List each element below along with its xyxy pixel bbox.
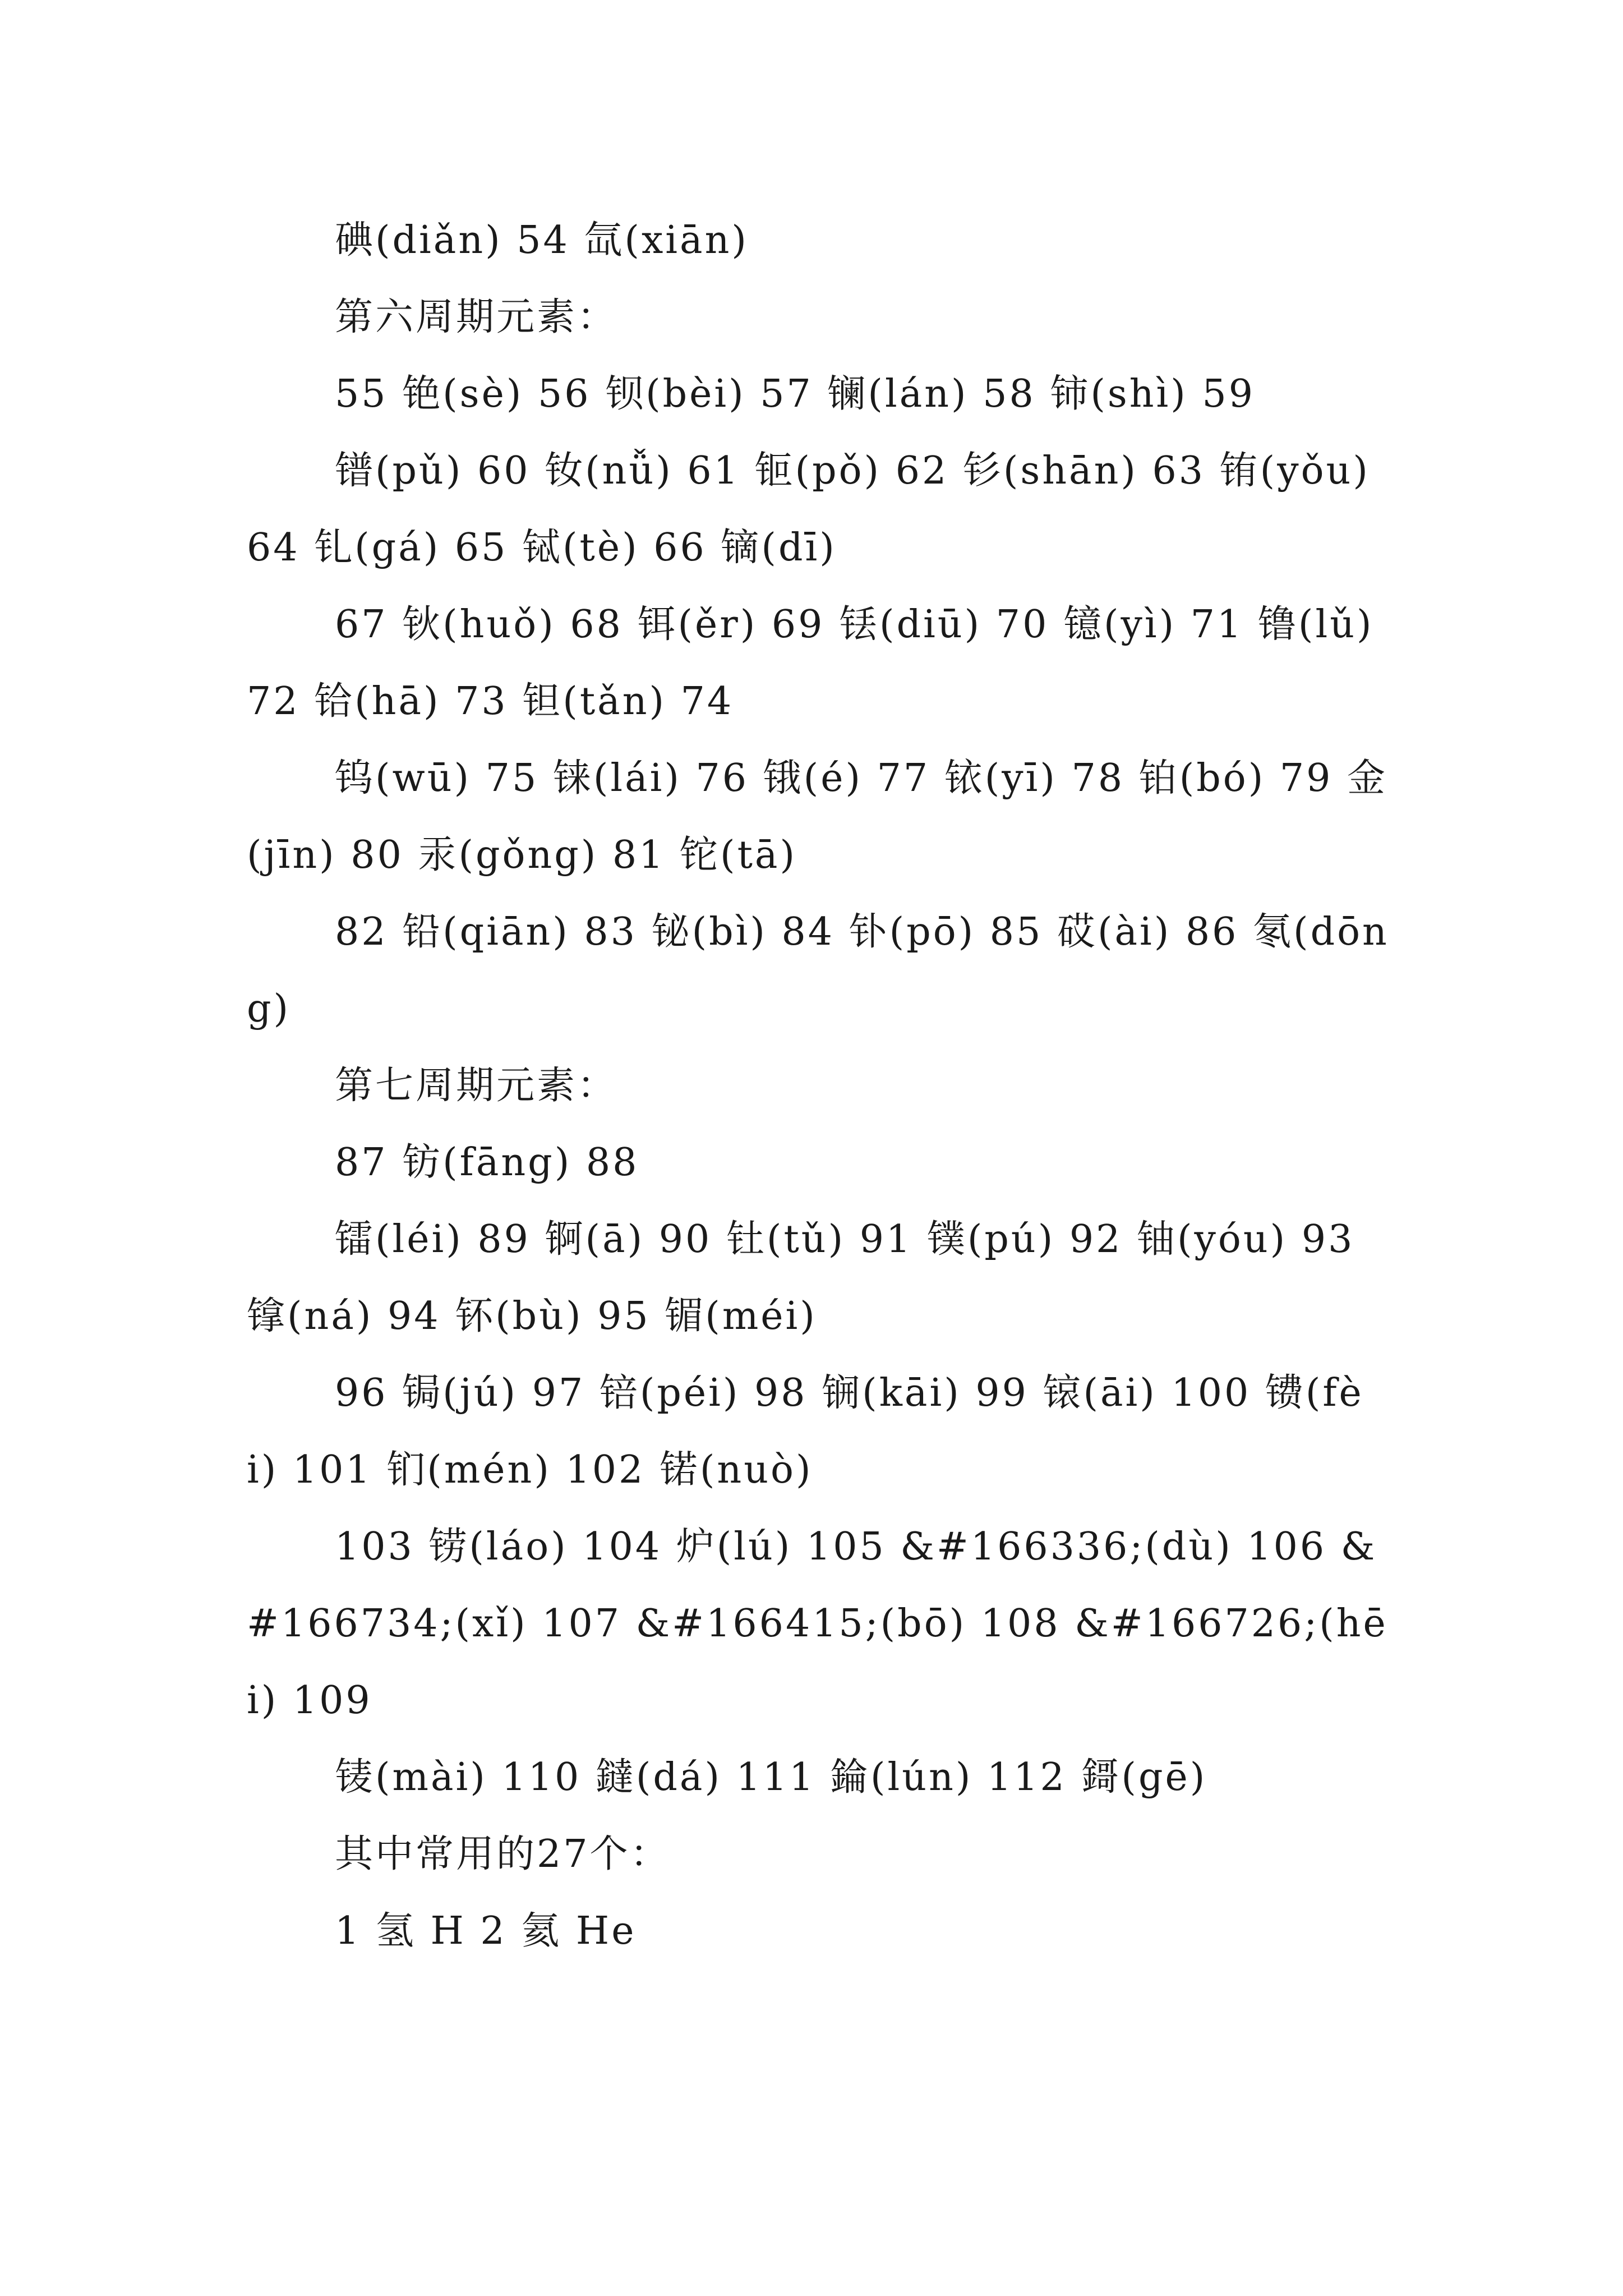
paragraph-elements-103-109: 103 铹(láo) 104 炉(lú) 105 &#166336;(dù) 106 &#166734;(xǐ) 107 &#166415;(bō) 108 &#166726;(hēi) 109 [247,1525,1388,1723]
paragraph-elements-82-86: 82 铅(qiān) 83 铋(bì) 84 钋(pō) 85 砹(ài) 86 氡(dōng) [247,910,1389,1031]
paragraph-common-elements: 1 氢 H 2 氦 He [335,1909,637,1953]
heading-period-6: 第六周期元素： [335,295,618,339]
heading-common-27: 其中常用的27个： [335,1832,671,1876]
paragraph-period5-end: 碘(diǎn) 54 氙(xiān) [335,218,749,263]
document-body [247,202,1391,1970]
paragraph-elements-67-74: 67 钬(huǒ) 68 铒(ěr) 69 铥(diū) 70 镱(yì) 71 镥(lǔ) 72 铪(hā) 73 钽(tǎn) 74 [247,602,1374,724]
paragraph-elements-96-102: 96 锔(jú) 97 锫(péi) 98 锎(kāi) 99 锿(āi) 100 镄(fèi) 101 钔(mén) 102 锘(nuò) [247,1371,1364,1492]
paragraph-elements-109-112: 鿏(mài) 110 鐽(dá) 111 錀(lún) 112 鎶(gē) [335,1755,1207,1800]
paragraph-elements-59-66: 镨(pǔ) 60 钕(nǚ) 61 钷(pǒ) 62 钐(shān) 63 铕(yǒu) 64 钆(gá) 65 铽(tè) 66 镝(dī) [247,449,1370,570]
paragraph-elements-74-81: 钨(wū) 75 铼(lái) 76 锇(é) 77 铱(yī) 78 铂(bó) 79 金(jīn) 80 汞(gǒng) 81 铊(tā) [247,756,1387,877]
paragraph-elements-88-95: 镭(léi) 89 锕(ā) 90 钍(tǔ) 91 镤(pú) 92 铀(yóu) 93 镎(ná) 94 钚(bù) 95 镅(méi) [247,1217,1355,1338]
paragraph-elements-87-88: 87 钫(fāng) 88 [335,1140,639,1185]
paragraph-elements-55-59: 55 铯(sè) 56 钡(bèi) 57 镧(lán) 58 铈(shì) 59 [335,372,1255,416]
heading-period-7: 第七周期元素： [335,1064,618,1108]
